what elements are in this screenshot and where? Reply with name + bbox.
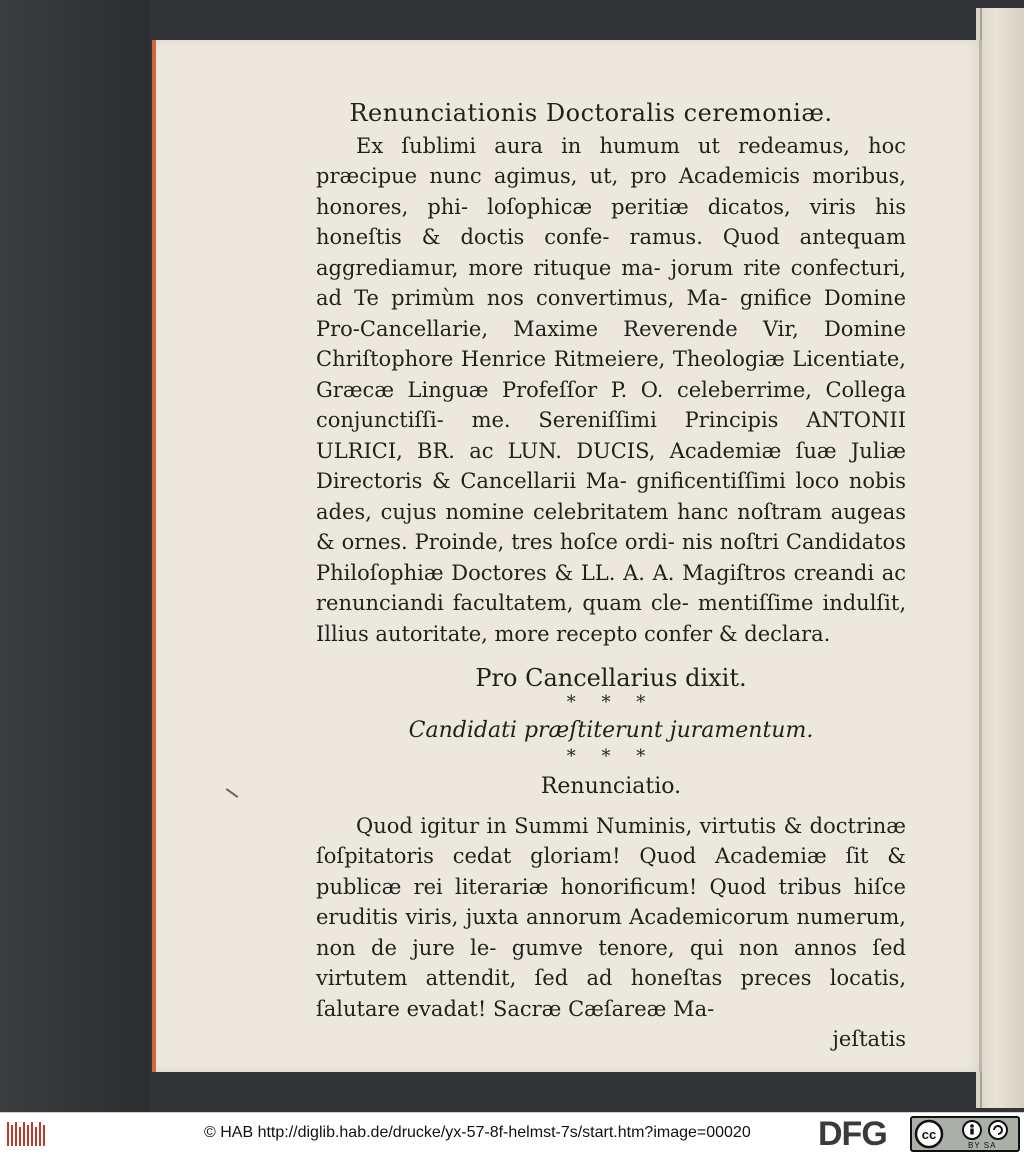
pro-cancellarius-heading: Pro Cancellarius dixit. <box>475 664 747 692</box>
asterism: * * * <box>566 746 656 767</box>
paragraph-1: Ex ſublimi aura in humum ut redeamus, hoc præcipue nunc agimus, ut, pro Academicis moribus, honores, phi- loſophicæ peritiæ dicatos, viris his honeſtis & doctis confe- ramus. Quod antequam aggrediamur, more rituque ma- jorum rite confecturi, ad Te primùm nos convertimus, Ma- gnifice Domine Pro-Cancellarie, Maxime Reverende Vir, Domine Chriſtophore Henrice Ritmeiere, Theologiæ Licentiate, Græcæ Linguæ Profeſſor P. O. celeberrime, Collega conjunctiſſi- me. Sereniſſimi Principis ANTONII ULRICI, BR. ac LUN. DUCIS, Academiæ ſuæ Juliæ Directoris & Cancellarii Ma- gnificentiſſimi loco nobis ades, cujus nomine celebritatem hanc noſtram augeas & ornes. Proinde, tres hoſce ordi- nis noſtri Candidatos Philoſophiæ Doctores & LL. A. A. Magiſtros creandi ac renunciandi facultatem, quam cle- mentiſſime indulſit, Illius autoritate, more recepto confer & declara. <box>316 133 907 646</box>
page-heading: Renunciationis Doctoralis ceremoniæ. <box>349 99 833 127</box>
viewer-footer <box>0 1112 1024 1155</box>
source-link[interactable]: © HAB http://diglib.hab.de/drucke/yx-57-8f-helmst-7s/start.htm?image=00020 <box>204 1124 751 1141</box>
paragraph-2: Quod igitur in Summi Numinis, virtutis & doctrinæ ſoſpitatoris cedat gloriam! Quod Academiæ ſit & publicæ rei literariæ honorificum! Quod tribus hiſce eruditis viris, juxta annorum Academicorum numerum, non de jure le- gumve tenore, qui non annos ſed virtutem attendit, ſed ad honeſtas preces locatis, ſalutare evadat! Sacræ Cæſareæ Ma- <box>316 813 906 1021</box>
svg-text:cc: cc <box>921 1127 937 1142</box>
renunciatio-heading: Renunciatio. <box>540 774 682 799</box>
asterism: * * * <box>566 691 656 713</box>
page-text <box>316 98 906 1055</box>
cc-by-sa-icon[interactable] <box>910 1116 1020 1152</box>
license-label: BY SA <box>968 1141 997 1150</box>
hab-logo-icon <box>6 1119 46 1149</box>
book-page <box>152 40 982 1072</box>
candidati-heading: Candidati præſtiterunt juramentum. <box>408 717 814 743</box>
adjacent-page-edge <box>976 8 1024 1108</box>
catchword: jeſtatis <box>832 1027 906 1051</box>
dfg-logo: DFG <box>818 1115 887 1153</box>
